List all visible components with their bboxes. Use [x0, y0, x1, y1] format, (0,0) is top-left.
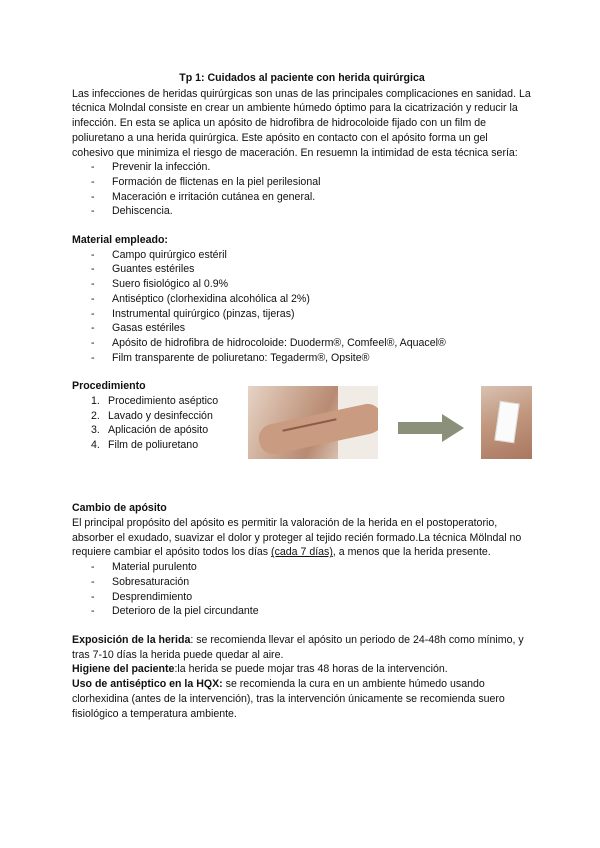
- cambio-paragraph: El principal propósito del apósito es permitir la valoración de la herida en el postoperatorio, absorber el exudado, suavizar el dolor y proteger al tejido recién formado.La técnica Mölndal no requiere cambiar el apósito todos los días (cada 7 días), a menos que la herida presente.: [72, 517, 522, 559]
- list-item: - Deterioro de la piel circundante: [91, 604, 532, 619]
- list-item: - Prevenir la infección.: [91, 160, 532, 175]
- list-item: - Suero fisiológico al 0.9%: [91, 277, 532, 292]
- procedimiento-list: [72, 394, 262, 453]
- list-item: - Apósito de hidrofibra de hidrocoloide: Duoderm®, Comfeel®, Aquacel®: [91, 336, 532, 351]
- procedimiento-heading: Procedimiento: [72, 380, 146, 393]
- list-item: 1. Procedimiento aséptico: [91, 395, 219, 408]
- procedimiento-section: [72, 379, 532, 467]
- list-item: - Sobresaturación: [91, 575, 532, 590]
- list-item: - Gasas estériles: [91, 321, 532, 336]
- list-item: 4. Film de poliuretano: [91, 439, 199, 452]
- intro-list: [72, 160, 532, 219]
- list-item: - Campo quirúrgico estéril: [91, 248, 532, 263]
- material-list: [72, 248, 532, 366]
- intro-paragraph: Las infecciones de heridas quirúrgicas son unas de las principales complicaciones en sanidad. La técnica Molndal consiste en crear un ambiente húmedo óptimo para la cicatrización y reducir la infección. En esta se aplica un apósito de hidrofibra de hidrocoloide fijado con un film de poliuretano a una herida quirúrgica. Este apósito en contacto con el apósito forma un gel cohesivo que minimiza el riesgo de maceración. En resuemn la intimidad de esta técnica sería:: [72, 87, 531, 159]
- cambio-heading: Cambio de apósito: [72, 502, 167, 515]
- antiseptico-paragraph: Uso de antiséptico en la HQX: se recomienda la cura en un ambiente húmedo usando clorhexidina (antes de la intervención), tras la intervención únicamente se recomienda suero fisiológico a temperatura ambiente.: [72, 678, 505, 720]
- document-title: Tp 1: Cuidados al paciente con herida quirúrgica: [179, 72, 425, 84]
- exposicion-paragraph: Exposición de la herida: se recomienda llevar el apósito un periodo de 24-48h como mínimo, y tras 7-10 días la herida puede quedar al aire.: [72, 633, 524, 661]
- wound-photo-after: [481, 386, 532, 459]
- arrow-right-icon: [398, 413, 464, 443]
- list-item: 3. Aplicación de apósito: [91, 424, 209, 437]
- list-item: - Material purulento: [91, 560, 532, 575]
- list-item: - Dehiscencia.: [91, 204, 532, 219]
- list-item: - Formación de flictenas en la piel perilesional: [91, 175, 532, 190]
- document-page: [72, 71, 532, 721]
- list-item: - Maceración e irritación cutánea en general.: [91, 190, 532, 205]
- list-item: 2. Lavado y desinfección: [91, 409, 213, 422]
- material-heading: Material empleado:: [72, 234, 168, 247]
- list-item: - Desprendimiento: [91, 590, 532, 605]
- list-item: - Guantes estériles: [91, 262, 532, 277]
- list-item: - Instrumental quirúrgico (pinzas, tijeras): [91, 307, 532, 322]
- wound-photo-before: [248, 386, 378, 459]
- list-item: - Film transparente de poliuretano: Tegaderm®, Opsite®: [91, 351, 532, 366]
- cambio-list: [72, 560, 532, 619]
- higiene-paragraph: Higiene del paciente:la herida se puede mojar tras 48 horas de la intervención.: [72, 663, 448, 676]
- list-item: - Antiséptico (clorhexidina alcohólica al 2%): [91, 292, 532, 307]
